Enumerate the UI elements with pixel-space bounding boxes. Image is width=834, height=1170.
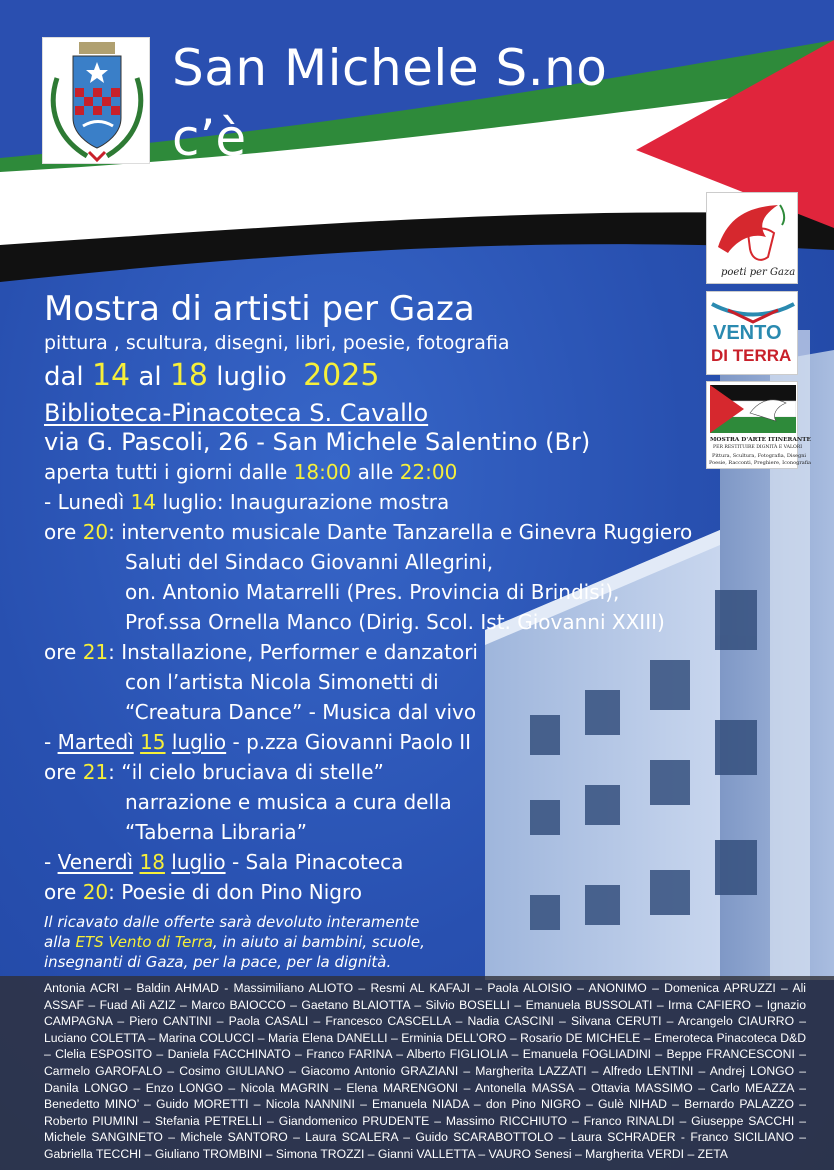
monday-line-6: con l’artista Nicola Simonetti di [125,670,439,694]
monday-line-3: on. Antonio Matarrelli (Pres. Provincia di Brindisi), [125,580,620,604]
monday-slot-1 [44,519,692,546]
friday-day: Venerdì [57,850,134,874]
dates-prefix: dal [44,362,84,392]
tuesday-location: - p.zza Giovanni Paolo II [232,730,472,754]
event-year: 2025 [303,358,380,393]
time-hour: 20 [82,520,109,544]
friday-location: - Sala Pinacoteca [231,850,404,874]
monday-line-4: Prof.ssa Ornella Manco (Dirig. Scol. Ist. Giovanni XXIII) [125,610,665,634]
vento-logo-line1: VENTO [713,322,782,344]
tuesday-line-3: “Taberna Libraria” [125,820,307,844]
mostra-logo-line1: MOSTRA D'ARTE ITINERANTE [710,437,811,443]
tuesday-date: 15 [140,730,166,754]
monday-date: 14 [130,490,157,514]
donation-note-line2 [44,932,425,952]
date-end: 18 [169,358,208,393]
hours-mid: alle [357,460,394,484]
poets-for-gaza-logo [706,192,798,284]
slot-text: : Installazione, Performer e danzatori [108,640,478,664]
dash: - [44,730,52,754]
tuesday-month: luglio [171,730,227,754]
slot-text: : Poesie di don Pino Nigro [108,880,363,904]
tuesday-slot [44,759,384,786]
municipal-crest-logo [42,37,150,164]
time-hour: 21 [82,760,109,784]
friday-date: 18 [139,850,165,874]
note-organization: ETS Vento di Terra [75,933,213,951]
mostra-logo-line3: Pittura, Scultura, Fotografia, Disegni [712,453,807,459]
time-hour: 21 [82,640,109,664]
time-hour: 20 [82,880,109,904]
mostra-itinerante-logo [706,381,812,469]
note-prefix: alla [44,933,71,951]
hours-open: 18:00 [293,460,352,484]
artists-list: Antonia ACRI – Baldin AHMAD - Massimiliano ALIOTO – Resmi AL KAFAJI – Paola ALOISIO – ANONIMO – Domenica APRUZZI – Ali ASSAF – Fuad Alì AZIZ – Marco BAIOCCO – Gaetano BLAIOTTA – Silvio BOSELLI – Emanuela BUSSOLATI – Irma CAFIERO – Ignazio CAMPAGNA – Piero CANTINI – Paola CASALI – Francesco CASCELLA – Nadia CASCINI – Silvana CERUTI – Arcangelo CIAURRO – Luciano COLETTA – Marina COLUCCI – Maria Elena DANELLI – Erminia DELL’ORO – Rosario DE MICHELE – Emeroteca Pinacoteca D&D – Clelia ESPOSITO – Daniela FACCHINATO – Franco FARINA – Alberto FIGLIOLIA – Emanuela FOGLIADINI – Beppe FRANCESCONI – Carmelo GAROFALO – Cosimo GIULIANO – Giacomo Antonio GRAZIANI – Margherita LAZZATI – Alfredo LENTINI – Andrej LONGO – Danila LONGO – Enzo LONGO – Nicola MAGRIN – Elena MARENGONI – Antonella MASSA – Ottavia MASSIMO – Carlo MEAZZA – Benedetto MINO’ – Guido MORETTI – Nicola NANNINI – Emanuela NIADA – don Pino NIGRO – Gulè NIHAD – Bernardo PALAZZO – Roberto PIUMINI – Stefania PETRELLI – Giandomenico PRUDENTE – Massimo RICCHIUTO – Franco RINALDI – Giuseppe SACCHI – Michele SANGINETO – Michele SANTORO – Laura SCALERA – Guido SCARABOTTOLO – Laura SCHRADER - Franco SICILIANO – Gabriella TECCHI – Giuliano TROMBINI – Simona TROZZI – Gianni VALLETTA – VAURO Senesi – Margherita VERDI – ZETA [44,981,806,1161]
monday-heading [44,489,449,516]
vento-di-terra-logo [706,291,798,375]
vento-logo-line2: DI TERRA [711,346,792,365]
tuesday-day: Martedì [57,730,134,754]
crest-shield-icon [43,38,151,165]
friday-heading [44,849,403,876]
monday-line-2: Saluti del Sindaco Giovanni Allegrini, [125,550,494,574]
date-start: 14 [91,358,131,393]
tuesday-heading [44,729,471,756]
mostra-logo-line2: PER RESTITUIRE DIGNITÀ E VALORI [713,445,803,450]
friday-slot [44,879,362,906]
monday-title: luglio: Inaugurazione mostra [162,490,450,514]
dove-icon [708,197,798,267]
event-dates [44,358,379,395]
slot-text: : “il cielo bruciava di stelle” [108,760,384,784]
ore-label: ore [44,760,77,784]
header-title-line1: San Michele S.no [172,39,608,97]
event-title: Mostra di artisti per Gaza [44,289,475,329]
ore-label: ore [44,640,77,664]
note-rest: , in aiuto ai bambini, scuole, [212,933,425,951]
dates-mid: al [138,362,162,392]
donation-note-line1: Il ricavato dalle offerte sarà devoluto interamente [44,913,420,931]
mostra-logo-line4: Poesie, Racconti, Preghiere, Iconografia [709,460,812,466]
dates-month: luglio [216,362,287,392]
event-address: via G. Pascoli, 26 - San Michele Salentino (Br) [44,428,591,456]
monday-day: - Lunedì [44,490,125,514]
hours-close: 22:00 [399,460,458,484]
header-title-line2: c’è [172,109,247,167]
donation-note-line3: insegnanti di Gaza, per la pace, per la dignità. [44,953,392,971]
hours-prefix: aperta tutti i giorni dalle [44,460,288,484]
tuesday-line-2: narrazione e musica a cura della [125,790,452,814]
event-venue: Biblioteca-Pinacoteca S. Cavallo [44,399,429,427]
monday-slot-2 [44,639,478,666]
poets-logo-text: poeti per Gaza [721,267,796,278]
dash: - [44,850,52,874]
ore-label: ore [44,520,77,544]
slot-text: : intervento musicale Dante Tanzarella e Ginevra Ruggiero [108,520,693,544]
friday-month: luglio [171,850,226,874]
monday-line-7: “Creatura Dance” - Musica dal vivo [125,700,477,724]
event-hours [44,459,457,486]
flag-dove-icon [710,385,796,433]
ore-label: ore [44,880,77,904]
event-subtitle: pittura , scultura, disegni, libri, poesie, fotografia [44,332,510,354]
